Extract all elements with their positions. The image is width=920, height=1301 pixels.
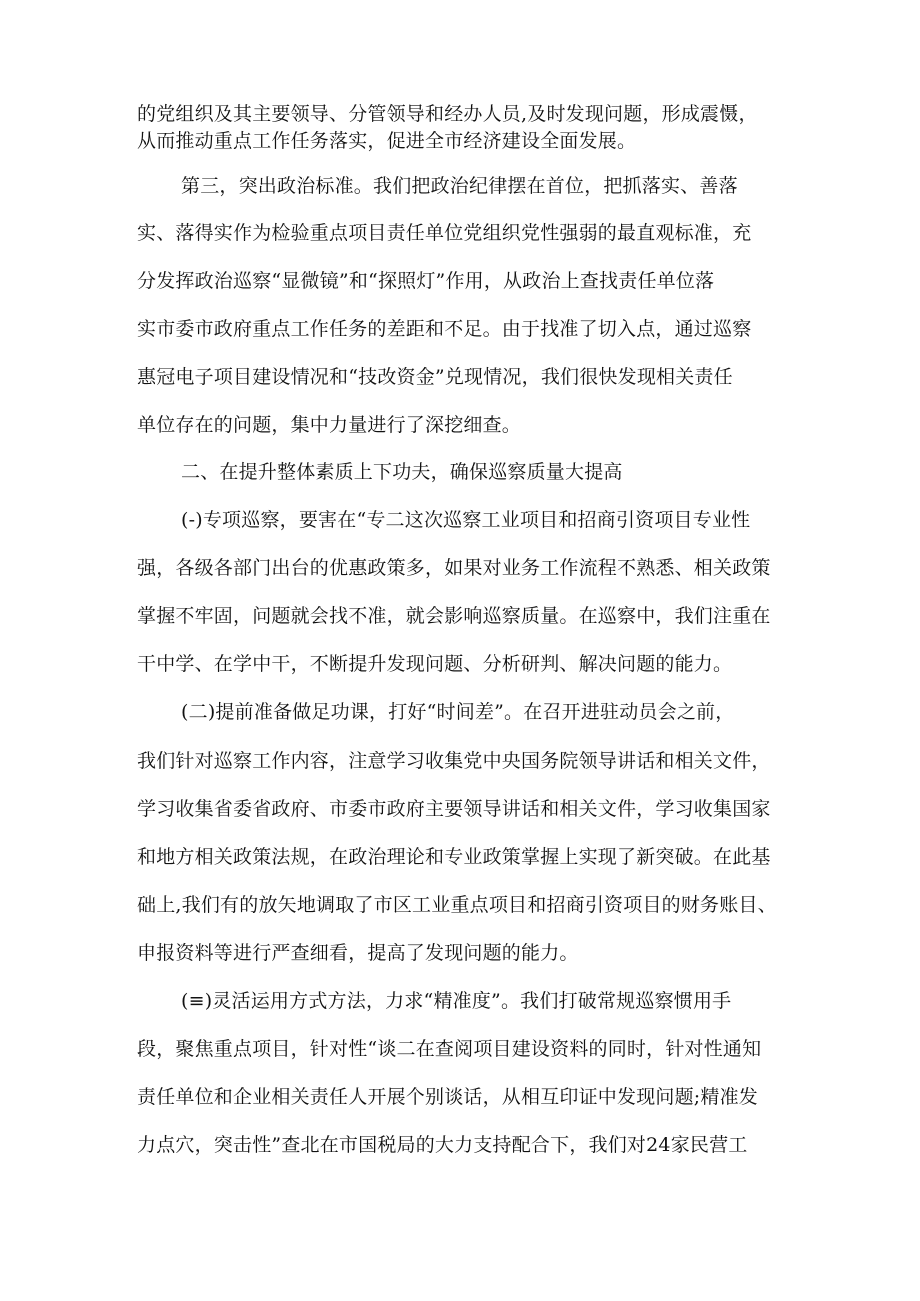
- paragraph-first-line: (二)提前准备做足功课，打好“时间差”。在召开进驻动员会之前，: [181, 701, 735, 723]
- text-line: 力点穴，突击性”查北在市国税局的大力支持配合下，我们对24家民营工: [137, 1134, 748, 1156]
- text-line: 础上,我们有的放矢地调取了市区工业重点项目和招商引资项目的财务账目、: [137, 894, 777, 916]
- text-line: 的党组织及其主要领导、分管领导和经办人员,及时发现问题，形成震慑，: [137, 103, 758, 125]
- text-line: 掌握不牢固，问题就会找不准，就会影响巡察质量。在巡察中，我们注重在: [137, 605, 771, 627]
- paragraph-first-line: (≡)灵活运用方式方法，力求“精准度”。我们打破常规巡察惯用手: [181, 990, 732, 1012]
- paragraph-first-line: 第三，突出政治标准。我们把政治纪律摆在首位，把抓落实、善落: [181, 175, 738, 197]
- text-line: 强，各级各部门出台的优惠政策多，如果对业务工作流程不熟悉、相关政策: [137, 557, 771, 579]
- text-line: 单位存在的问题，集中力量进行了深挖细查。: [137, 414, 522, 436]
- text-line: 和地方相关政策法规，在政治理论和专业政策掌握上实现了新突破。在此基: [137, 846, 771, 868]
- text-line: 责任单位和企业相关责任人开展个别谈话，从相互印证中发现问题;精准发: [137, 1086, 759, 1108]
- text-line: 惠冠电子项目建设情况和“技改资金”兑现情况，我们很快发现相关责任: [137, 366, 733, 388]
- text-line: 我们针对巡察工作内容，注意学习收集党中央国务院领导讲话和相关文件，: [137, 750, 771, 772]
- paragraph-first-line: (-)专项巡察，要害在“专二这次巡察工业项目和招商引资项目专业性: [181, 509, 751, 531]
- text-line: 段，聚焦重点项目，针对性“谈二在查阅项目建设资料的同时，针对性通知: [137, 1038, 762, 1060]
- text-line: 申报资料等进行严查细看，提高了发现问题的能力。: [137, 942, 579, 964]
- section-heading: 二、在提升整体素质上下功夫，确保巡察质量大提高: [181, 461, 623, 483]
- text-line: 从而推动重点工作任务落实，促进全市经济建设全面发展。: [137, 130, 637, 152]
- text-line: 分发挥政治巡察“显微镜”和“探照灯”作用，从政治上查找责任单位落: [137, 270, 715, 292]
- text-line: 实、落得实作为检验重点项目责任单位党组织党性强弱的最直观标准，充: [137, 222, 752, 244]
- text-line: 学习收集省委省政府、市委市政府主要领导讲话和相关文件，学习收集国家: [137, 798, 771, 820]
- text-line: 干中学、在学中干，不断提升发现问题、分析研判、解决问题的能力。: [137, 653, 733, 675]
- text-line: 实市委市政府重点工作任务的差距和不足。由于找准了切入点，通过巡察: [137, 318, 752, 340]
